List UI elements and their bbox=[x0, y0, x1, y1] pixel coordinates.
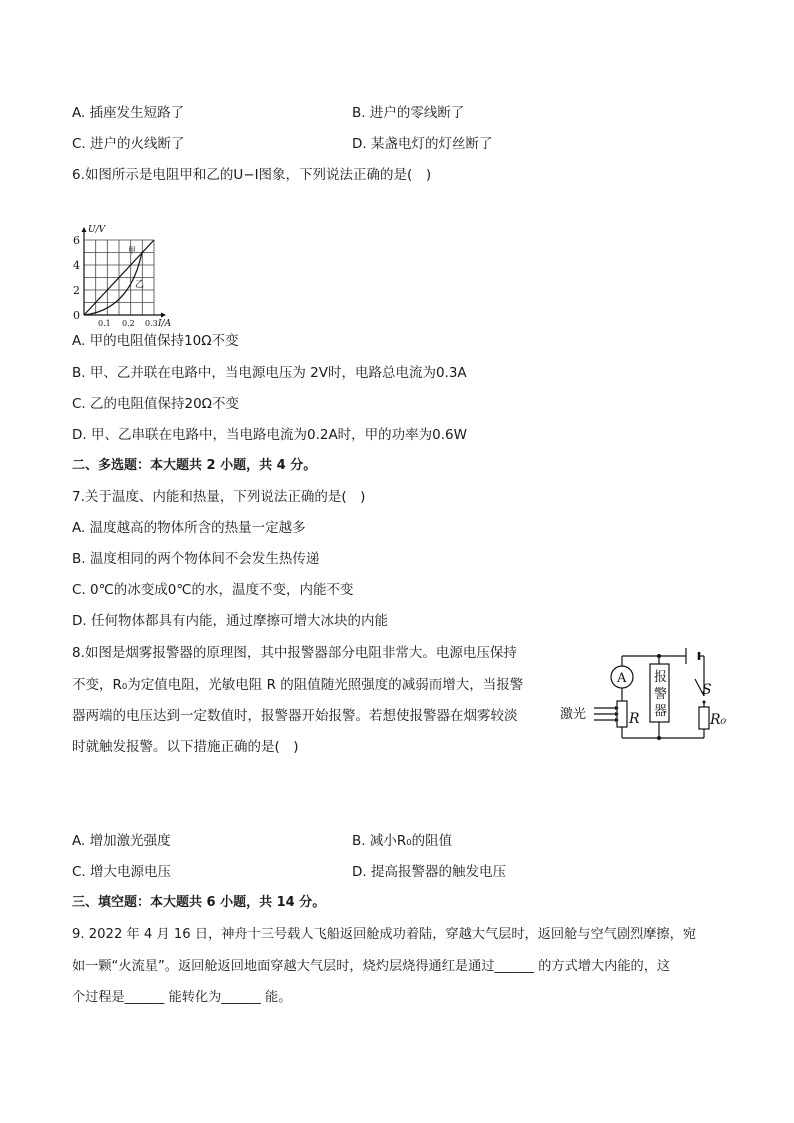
q5-option-d: D. 某盏电灯的灯丝断了 bbox=[352, 136, 493, 152]
alarm-label-3: 器 bbox=[654, 704, 668, 719]
q7-option-c: C. 0℃的冰变成0℃的水，温度不变，内能不变 bbox=[72, 582, 354, 598]
q8-stem-line-4: 时就触发报警。以下措施正确的是( ) bbox=[72, 739, 299, 755]
q6-stem: 6.如图所示是电阻甲和乙的U−I图象，下列说法正确的是( ) bbox=[72, 167, 432, 183]
q9-line-1: 9. 2022 年 4 月 16 日，神舟十三号载人飞船返回舱成功着陆，穿越大气层时，返回舱与空气剧烈摩擦，宛 bbox=[72, 927, 696, 942]
switch-label: S bbox=[702, 682, 712, 698]
q7-option-d: D. 任何物体都具有内能，通过摩擦可增大冰块的内能 bbox=[72, 613, 388, 629]
q8-stem-line-1: 8.如图是烟雾报警器的原理图，其中报警器部分电阻非常大。电源电压保持 bbox=[72, 645, 517, 661]
q8-stem-line-2: 不变，R₀为定值电阻，光敏电阻 R 的阻值随光照强度的减弱而增大，当报警 bbox=[72, 677, 524, 693]
x-tick-0-1: 0.1 bbox=[98, 319, 111, 328]
r0-label: R₀ bbox=[710, 712, 727, 728]
q8-stem-line-3: 器两端的电压达到一定数值时，报警器开始报警。若想使报警器在烟雾较淡 bbox=[72, 708, 518, 724]
q8-option-d: D. 提高报警器的触发电压 bbox=[352, 864, 506, 880]
laser-label: 激光 bbox=[560, 707, 587, 722]
q6-option-a: A. 甲的电阻值保持10Ω不变 bbox=[72, 333, 239, 349]
x-tick-0-2: 0.2 bbox=[122, 319, 135, 328]
q8-option-c: C. 增大电源电压 bbox=[72, 864, 172, 880]
q6-option-c: C. 乙的电阻值保持20Ω不变 bbox=[72, 396, 240, 412]
q5-option-c: C. 进户的火线断了 bbox=[72, 136, 185, 152]
r-label: R bbox=[629, 711, 640, 727]
q7-option-a: A. 温度越高的物体所含的热量一定越多 bbox=[72, 520, 306, 536]
q5-option-b: B. 进户的零线断了 bbox=[352, 105, 465, 121]
q9-line-3: 个过程是______ 能转化为______ 能。 bbox=[72, 990, 292, 1005]
x-tick-0-3: 0.3 bbox=[145, 319, 158, 328]
q7-stem: 7.关于温度、内能和热量，下列说法正确的是( ) bbox=[72, 489, 366, 505]
q9-line-2: 如一颗“火流星”。返回舱返回地面穿越大气层时，烧灼层烧得通红是通过______ 的方式增大内能的，这 bbox=[72, 959, 671, 974]
q8-option-b: B. 减小R₀的阻值 bbox=[352, 833, 453, 849]
q5-option-a: A. 插座发生短路了 bbox=[72, 105, 185, 121]
q8-circuit-diagram bbox=[558, 640, 728, 752]
section-3-heading: 三、填空题：本大题共 6 小题，共 14 分。 bbox=[72, 895, 326, 910]
label-jia: 甲 bbox=[128, 246, 136, 255]
y-axis-label: U/V bbox=[88, 225, 106, 235]
q6-option-d: D. 甲、乙串联在电路中，当电路电流为0.2A时，甲的功率为0.6W bbox=[72, 427, 467, 443]
q7-option-b: B. 温度相同的两个物体间不会发生热传递 bbox=[72, 551, 320, 567]
q6-ui-graph bbox=[68, 220, 172, 329]
alarm-label-1: 报 bbox=[654, 670, 668, 685]
label-yi: 乙 bbox=[135, 280, 145, 290]
q8-option-a: A. 增加激光强度 bbox=[72, 833, 171, 849]
q6-option-b: B. 甲、乙并联在电路中，当电源电压为 2V时，电路总电流为0.3A bbox=[72, 365, 467, 381]
y-tick-2: 2 bbox=[73, 284, 80, 297]
ammeter-label: A bbox=[617, 671, 627, 686]
section-2-heading: 二、多选题：本大题共 2 小题，共 4 分。 bbox=[72, 458, 317, 473]
y-tick-6: 6 bbox=[73, 234, 80, 247]
y-tick-0: 0 bbox=[73, 309, 80, 322]
alarm-label-2: 警 bbox=[654, 687, 668, 702]
y-tick-4: 4 bbox=[73, 259, 80, 272]
x-axis-label: I/A bbox=[158, 319, 172, 329]
